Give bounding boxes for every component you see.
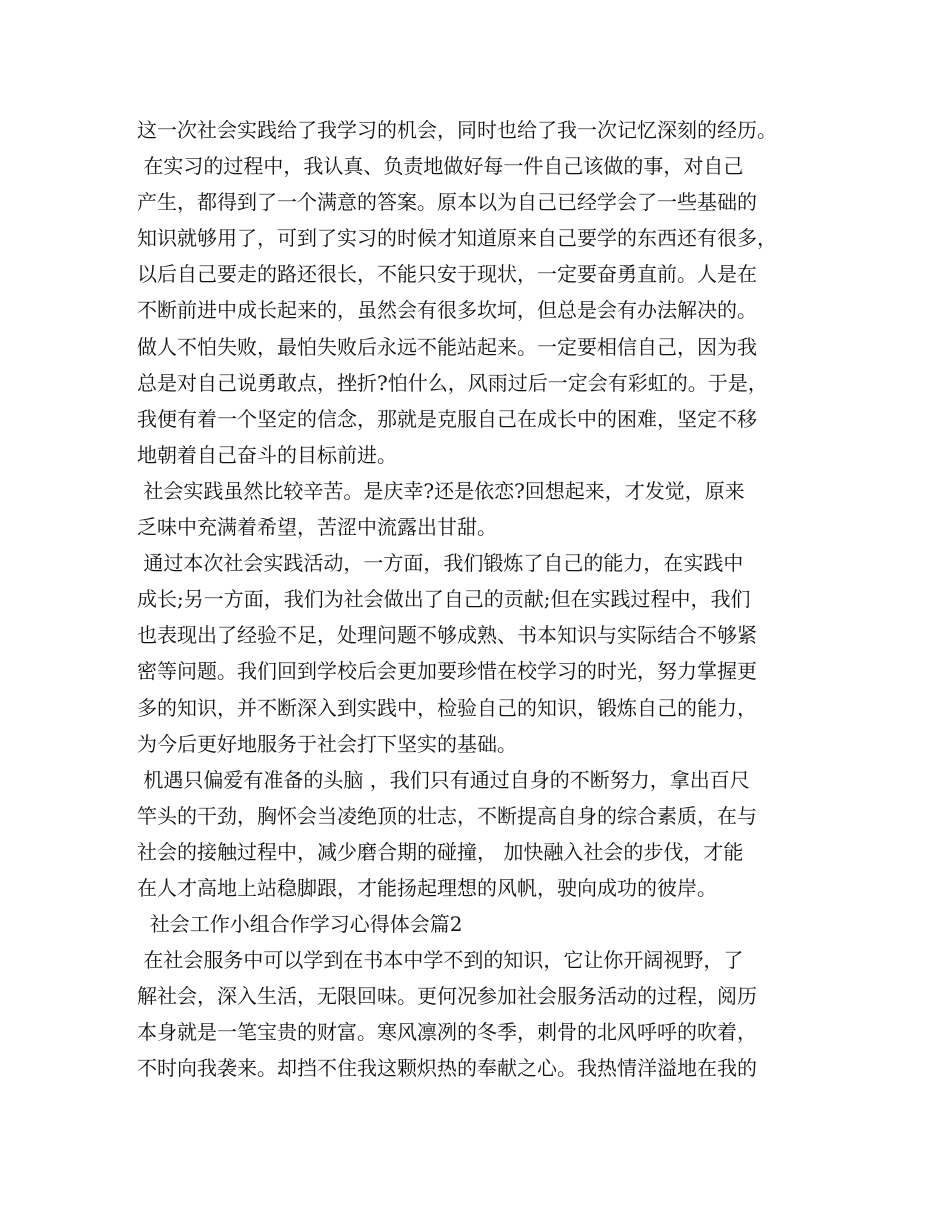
text-line: 竿头的干劲，胸怀会当凌绝顶的壮志，不断提高自身的综合素质，在与 [137, 803, 757, 828]
text-line: 解社会，深入生活，无限回味。更何况参加社会服务活动的过程，阅历 [137, 984, 757, 1009]
text-line: 通过本次社会实践活动，一方面，我们锻炼了自己的能力，在实践中 [137, 551, 744, 576]
text-line: 不断前进中成长起来的，虽然会有很多坎坷，但总是会有办法解决的。 [137, 298, 757, 323]
text-line: 本身就是一笔宝贵的财富。寒风凛冽的冬季，刺骨的北风呼呼的吹着， [137, 1020, 757, 1045]
text-line: 也表现出了经验不足，处理问题不够成熟、书本知识与实际结合不够紧 [137, 623, 757, 648]
text-line: 为今后更好地服务于社会打下坚实的基础。 [137, 731, 517, 756]
text-line: 地朝着自己奋斗的目标前进。 [137, 442, 397, 467]
text-line: 做人不怕失败，最怕失败后永远不能站起来。一定要相信自己，因为我 [137, 334, 757, 359]
text-line: 以后自己要走的路还很长，不能只安于现状，一定要奋勇直前。人是在 [137, 262, 757, 287]
text-line: 在人才高地上站稳脚跟，才能扬起理想的风帆，驶向成功的彼岸。 [137, 875, 717, 900]
text-line: 机遇只偏爱有准备的头脑 ，我们只有通过自身的不断努力，拿出百尺 [137, 767, 750, 792]
text-line: 成长;另一方面，我们为社会做出了自己的贡献;但在实践过程中，我们 [137, 587, 751, 612]
text-line: 知识就够用了，可到了实习的时候才知道原来自己要学的东西还有很多， [137, 226, 777, 251]
text-line: 乏味中充满着希望，苦涩中流露出甘甜。 [137, 515, 497, 540]
text-line: 在社会服务中可以学到在书本中学不到的知识，它让你开阔视野，了 [137, 948, 744, 973]
text-line: 总是对自己说勇敢点，挫折?怕什么，风雨过后一定会有彩虹的。于是， [137, 370, 768, 395]
text-line: 不时向我袭来。却挡不住我这颗炽热的奉献之心。我热情洋溢地在我的 [137, 1056, 757, 1081]
text-line: 社会实践虽然比较辛苦。是庆幸?还是依恋?回想起来，才发觉，原来 [137, 478, 745, 503]
text-line: 我便有着一个坚定的信念，那就是克服自己在成长中的困难，坚定不移 [137, 406, 757, 431]
text-line: 产生，都得到了一个满意的答案。原本以为自己已经学会了一些基础的 [137, 190, 757, 215]
text-line: 这一次社会实践给了我学习的机会，同时也给了我一次记忆深刻的经历。 [137, 118, 777, 142]
text-line: 密等问题。我们回到学校后会更加要珍惜在校学习的时光，努力掌握更 [137, 659, 757, 684]
text-line: 多的知识，并不断深入到实践中，检验自己的知识，锻炼自己的能力， [137, 695, 757, 720]
section-heading: 社会工作小组合作学习心得体会篇2 [137, 912, 463, 937]
body-text [137, 112, 857, 1087]
text-line: 社会的接触过程中，减少磨合期的碰撞， 加快融入社会的步伐，才能 [137, 839, 744, 864]
text-line: 在实习的过程中，我认真、负责地做好每一件自己该做的事，对自己 [137, 154, 744, 179]
